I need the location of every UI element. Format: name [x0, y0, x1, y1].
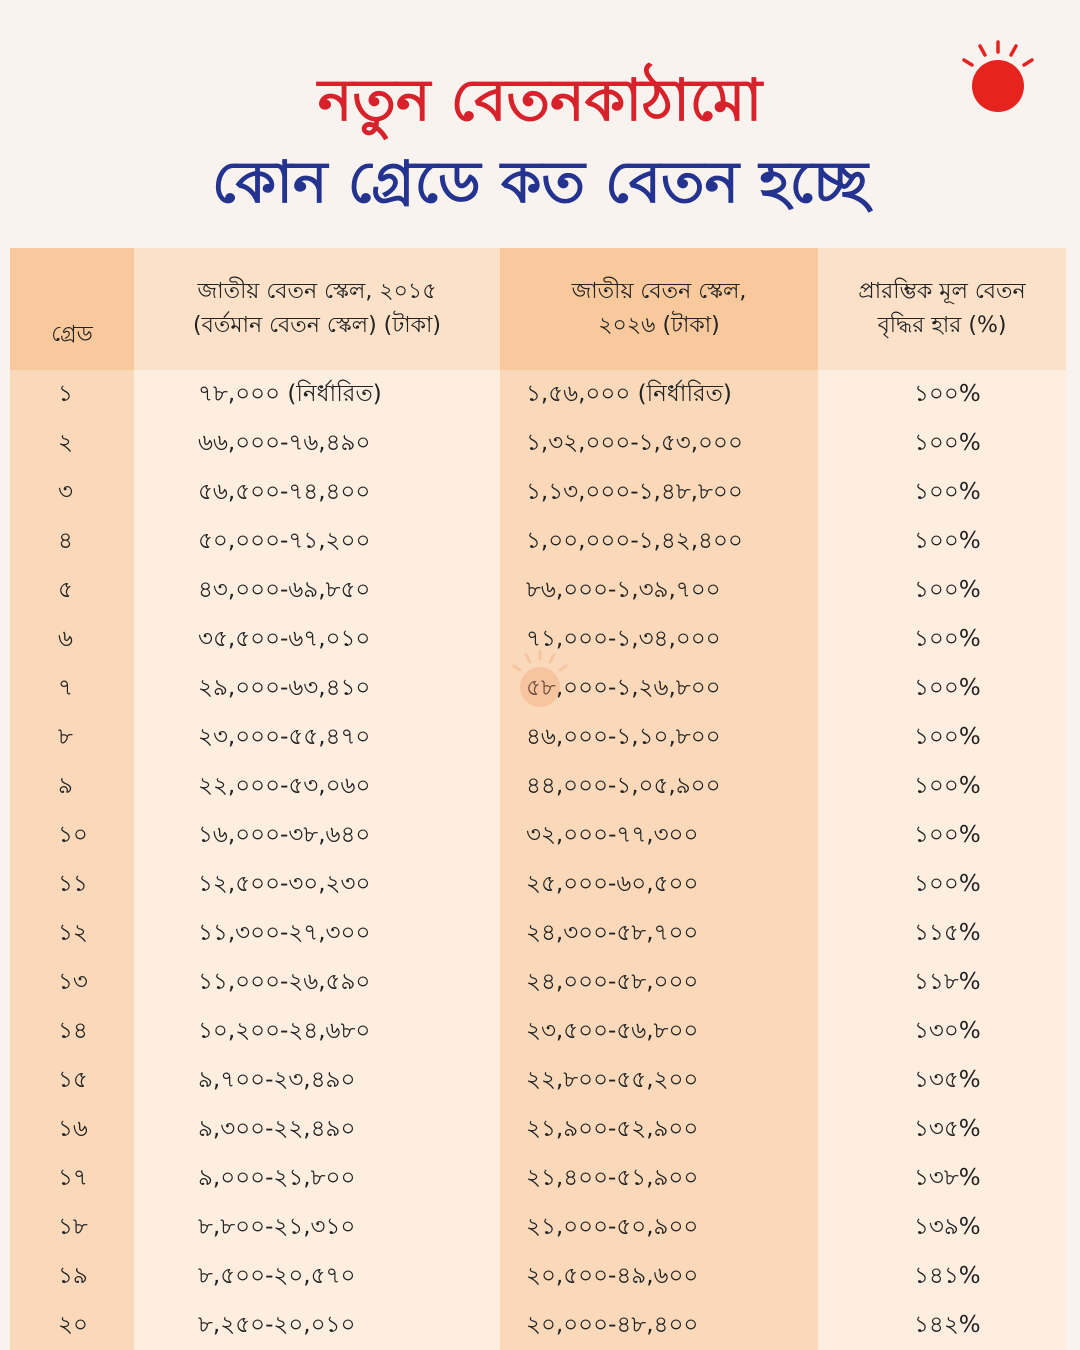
- cell-scale-2015: ১০,২০০-২৪,৬৮০: [134, 1007, 500, 1056]
- table-row: [10, 909, 1066, 958]
- cell-increase: ১৩৮%: [818, 1154, 1066, 1203]
- cell-increase: ১০০%: [818, 566, 1066, 615]
- cell-scale-2026: ২০,০০০-৪৮,৪০০: [500, 1301, 818, 1350]
- header-increase-line2: বৃদ্ধির হার (%): [877, 313, 1007, 338]
- cell-increase: ১০০%: [818, 860, 1066, 909]
- cell-scale-2026: ১,১৩,০০০-১,৪৮,৮০০: [500, 468, 818, 517]
- table-row: [10, 811, 1066, 860]
- cell-scale-2026: ৩২,০০০-৭৭,৩০০: [500, 811, 818, 860]
- cell-scale-2015: ৯,৩০০-২২,৪৯০: [134, 1105, 500, 1154]
- cell-grade: ১৬: [10, 1105, 134, 1154]
- table-row: [10, 1105, 1066, 1154]
- cell-increase: ১০০%: [818, 811, 1066, 860]
- cell-grade: ১০: [10, 811, 134, 860]
- cell-scale-2026: ৪৪,০০০-১,০৫,৯০০: [500, 762, 818, 811]
- cell-increase: ১৩৫%: [818, 1105, 1066, 1154]
- header-increase-line1: প্রারম্ভিক মূল বেতন: [858, 279, 1026, 304]
- table-row: [10, 566, 1066, 615]
- cell-increase: ১০০%: [818, 419, 1066, 468]
- cell-increase: ১০০%: [818, 664, 1066, 713]
- cell-grade: ৬: [10, 615, 134, 664]
- cell-grade: ২০: [10, 1301, 134, 1350]
- cell-scale-2015: ১১,০০০-২৬,৫৯০: [134, 958, 500, 1007]
- header-grade-label: গ্রেড: [51, 322, 93, 347]
- cell-grade: ৪: [10, 517, 134, 566]
- cell-increase: ১১৮%: [818, 958, 1066, 1007]
- header-scale-2015-line1: জাতীয় বেতন স্কেল, ২০১৫: [197, 279, 437, 304]
- cell-grade: ১১: [10, 860, 134, 909]
- cell-scale-2015: ৪৩,০০০-৬৯,৮৫০: [134, 566, 500, 615]
- cell-scale-2015: ৮,৮০০-২১,৩১০: [134, 1203, 500, 1252]
- sun-icon: [952, 36, 1042, 126]
- cell-scale-2026: ৫৮,০০০-১,২৬,৮০০: [500, 664, 818, 713]
- cell-scale-2015: ২২,০০০-৫৩,০৬০: [134, 762, 500, 811]
- cell-increase: ১০০%: [818, 517, 1066, 566]
- header-scale-2026-line1: জাতীয় বেতন স্কেল,: [571, 279, 747, 304]
- table-row: [10, 370, 1066, 419]
- cell-increase: ১০০%: [818, 615, 1066, 664]
- header-scale-2026: [500, 248, 818, 370]
- cell-scale-2015: ৮,২৫০-২০,০১০: [134, 1301, 500, 1350]
- table-body: [10, 370, 1066, 1350]
- table-row: [10, 615, 1066, 664]
- table-row: [10, 1056, 1066, 1105]
- cell-scale-2015: ৯,৭০০-২৩,৪৯০: [134, 1056, 500, 1105]
- cell-increase: ১০০%: [818, 713, 1066, 762]
- page-subtitle: কোন গ্রেডে কত বেতন হচ্ছে: [211, 148, 869, 216]
- cell-increase: ১০০%: [818, 370, 1066, 419]
- salary-table: [10, 248, 1066, 1336]
- table-row: [10, 1203, 1066, 1252]
- cell-grade: ৭: [10, 664, 134, 713]
- cell-increase: ১৪১%: [818, 1252, 1066, 1301]
- cell-scale-2026: ২৪,৩০০-৫৮,৭০০: [500, 909, 818, 958]
- table-row: [10, 1007, 1066, 1056]
- cell-scale-2015: ৫০,০০০-৭১,২০০: [134, 517, 500, 566]
- header-scale-2015: [134, 248, 500, 370]
- cell-grade: ৫: [10, 566, 134, 615]
- cell-grade: ১৩: [10, 958, 134, 1007]
- cell-scale-2015: ৩৫,৫০০-৬৭,০১০: [134, 615, 500, 664]
- cell-scale-2026: ৮৬,০০০-১,৩৯,৭০০: [500, 566, 818, 615]
- cell-scale-2026: ২১,০০০-৫০,৯০০: [500, 1203, 818, 1252]
- table-row: [10, 1154, 1066, 1203]
- page-title: নতুন বেতনকাঠামো: [317, 66, 763, 134]
- cell-grade: ২: [10, 419, 134, 468]
- header-increase: [818, 248, 1066, 370]
- cell-increase: ১৩৯%: [818, 1203, 1066, 1252]
- cell-scale-2015: ৫৬,৫০০-৭৪,৪০০: [134, 468, 500, 517]
- header-grade: [10, 248, 134, 370]
- cell-scale-2015: ২৩,০০০-৫৫,৪৭০: [134, 713, 500, 762]
- cell-scale-2026: ২০,৫০০-৪৯,৬০০: [500, 1252, 818, 1301]
- cell-scale-2015: ২৯,০০০-৬৩,৪১০: [134, 664, 500, 713]
- table-row: [10, 958, 1066, 1007]
- cell-increase: ১০০%: [818, 468, 1066, 517]
- cell-grade: ১৭: [10, 1154, 134, 1203]
- cell-scale-2026: ২৪,০০০-৫৮,০০০: [500, 958, 818, 1007]
- cell-scale-2026: ২১,৯০০-৫২,৯০০: [500, 1105, 818, 1154]
- header-scale-2015-line2: (বর্তমান বেতন স্কেল) (টাকা): [193, 313, 441, 338]
- cell-scale-2026: ৭১,০০০-১,৩৪,০০০: [500, 615, 818, 664]
- cell-scale-2026: ২১,৪০০-৫১,৯০০: [500, 1154, 818, 1203]
- cell-scale-2026: ২২,৮০০-৫৫,২০০: [500, 1056, 818, 1105]
- header-scale-2026-line2: ২০২৬ (টাকা): [598, 313, 720, 338]
- cell-grade: ১৮: [10, 1203, 134, 1252]
- cell-increase: ১৩০%: [818, 1007, 1066, 1056]
- cell-scale-2026: ২৫,০০০-৬০,৫০০: [500, 860, 818, 909]
- cell-grade: ৩: [10, 468, 134, 517]
- table-row: [10, 419, 1066, 468]
- table-row: [10, 762, 1066, 811]
- cell-scale-2015: ৭৮,০০০ (নির্ধারিত): [134, 370, 500, 419]
- table-header-row: [10, 248, 1066, 370]
- cell-scale-2015: ১২,৫০০-৩০,২৩০: [134, 860, 500, 909]
- cell-increase: ১৪২%: [818, 1301, 1066, 1350]
- cell-scale-2015: ৬৬,০০০-৭৬,৪৯০: [134, 419, 500, 468]
- cell-scale-2015: ৯,০০০-২১,৮০০: [134, 1154, 500, 1203]
- cell-grade: ১৪: [10, 1007, 134, 1056]
- cell-scale-2026: ১,৫৬,০০০ (নির্ধারিত): [500, 370, 818, 419]
- table-row: [10, 664, 1066, 713]
- cell-grade: ১৯: [10, 1252, 134, 1301]
- cell-grade: ১৫: [10, 1056, 134, 1105]
- cell-increase: ১৩৫%: [818, 1056, 1066, 1105]
- table-row: [10, 517, 1066, 566]
- cell-scale-2015: ৮,৫০০-২০,৫৭০: [134, 1252, 500, 1301]
- table-row: [10, 860, 1066, 909]
- cell-scale-2026: ১,০০,০০০-১,৪২,৪০০: [500, 517, 818, 566]
- cell-scale-2015: ১১,৩০০-২৭,৩০০: [134, 909, 500, 958]
- cell-scale-2026: ৪৬,০০০-১,১০,৮০০: [500, 713, 818, 762]
- table-row: [10, 1252, 1066, 1301]
- cell-scale-2015: ১৬,০০০-৩৮,৬৪০: [134, 811, 500, 860]
- cell-scale-2026: ২৩,৫০০-৫৬,৮০০: [500, 1007, 818, 1056]
- cell-increase: ১০০%: [818, 762, 1066, 811]
- cell-scale-2026: ১,৩২,০০০-১,৫৩,০০০: [500, 419, 818, 468]
- cell-grade: ৮: [10, 713, 134, 762]
- cell-grade: ৯: [10, 762, 134, 811]
- table-row: [10, 713, 1066, 762]
- table-row: [10, 1301, 1066, 1350]
- cell-increase: ১১৫%: [818, 909, 1066, 958]
- cell-grade: ১: [10, 370, 134, 419]
- cell-grade: ১২: [10, 909, 134, 958]
- table-row: [10, 468, 1066, 517]
